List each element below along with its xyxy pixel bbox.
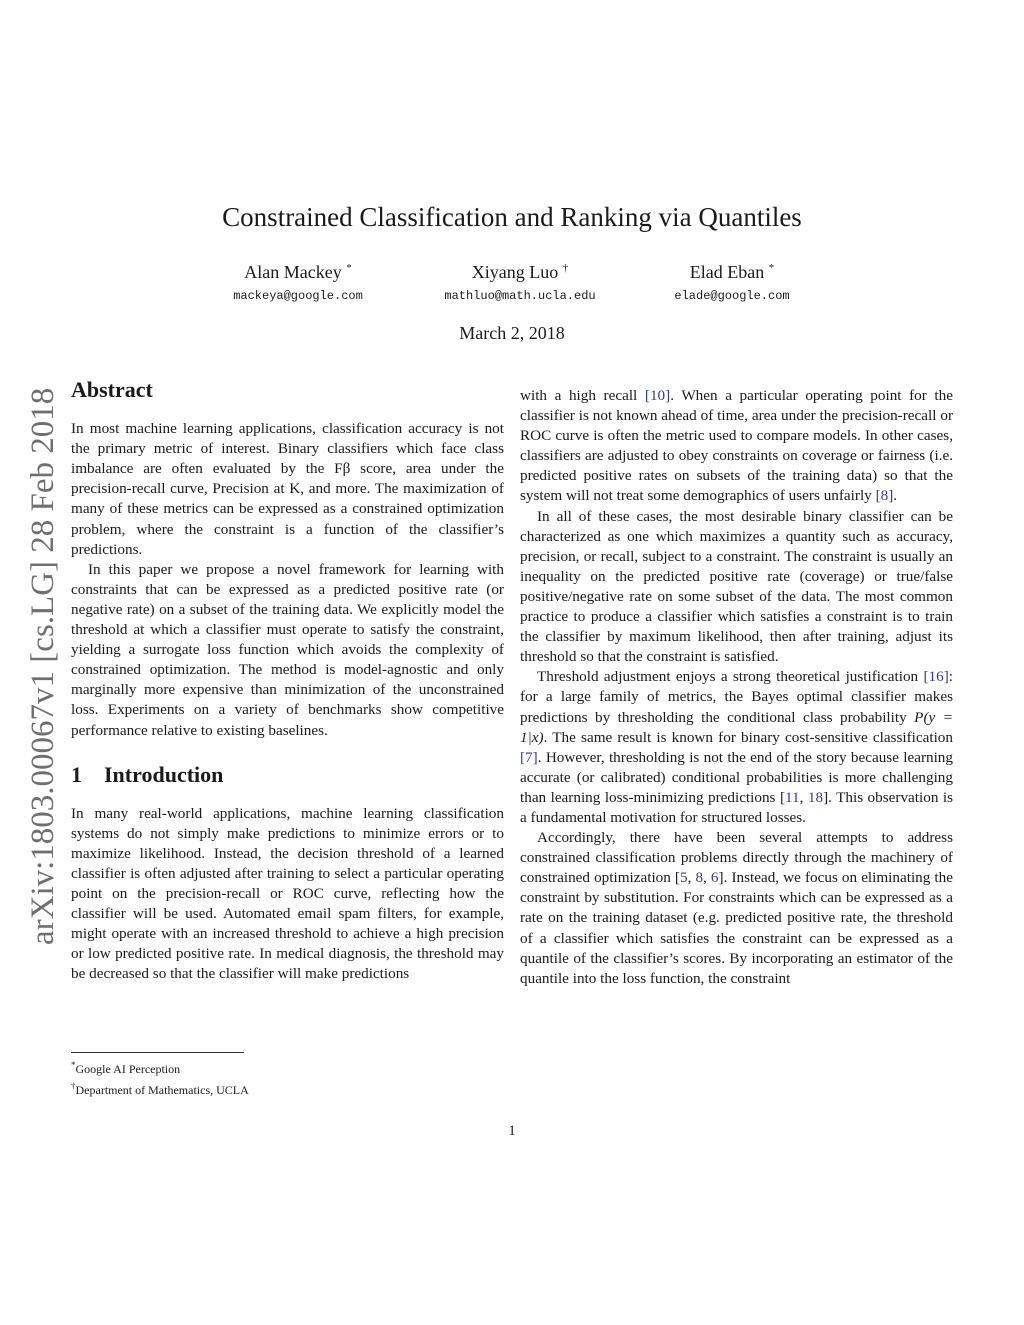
citation-link[interactable]: 5 [679, 869, 688, 887]
footnotes [71, 1052, 504, 1099]
author-affiliation-mark: * [346, 262, 352, 274]
citation-link[interactable]: [8] [875, 487, 894, 505]
citation-link[interactable]: [7] [520, 748, 538, 766]
author-email: mathluo@math.ucla.edu [444, 289, 596, 303]
page-number: 1 [508, 1123, 516, 1139]
paper-title: Constrained Classification and Ranking via Quantiles [222, 202, 802, 232]
citation-link[interactable]: [16] [923, 668, 949, 686]
intro-paragraph: In all of these cases, the most desirable binary classifier can be characterized as one which maximizes a quantity such as accuracy, precision, or recall, subject to a constraint. The constraint is usually an inequality on the predicted positive rate (coverage) or true/false positive/negative rate on some subset of the data. The most common practice to produce a classifier which satisfies a constraint is to train the classifier by maximum likelihood, then after training, adjust its threshold so that the constraint is satisfied. [520, 507, 953, 666]
author-affiliation-mark: * [768, 262, 775, 274]
footnote-rule [71, 1052, 244, 1053]
intro-paragraph: Threshold adjustment enjoys a strong theoretical justification [16]: for a large family of metrics, the Bayes optimal classifier makes predictions by thresholding the conditional class probability P(y = 1|x). The same result is known for binary cost-sensitive classification [7]. However, thresholding is not the end of the story because learning accurate (or calibrated) conditional probabilities is more challenging than learning loss-minimizing predictions [11, 18]. This observation is a fundamental motivation for structured losses. [520, 668, 953, 826]
section-number: 1 [71, 761, 82, 787]
intro-paragraph: In many real-world applications, machine learning classification systems do not simply make predictions to minimize errors or to maximize likelihood. Instead, the decision threshold of a learned classifier is often adjusted after training to select a particular operating point on the precision-recall or ROC curve, reflecting how the classifier will be used. Automated email spam filters, for example, might operate with an increased threshold to achieve a high precision or low predicted positive rate. In medical diagnosis, the threshold may be decreased so that the classifier will make predictions [71, 804, 504, 983]
author-name: Elad Eban [689, 262, 765, 282]
right-column [520, 386, 953, 989]
citation-link[interactable]: [10] [644, 387, 671, 404]
citation-link[interactable]: 18 [807, 788, 824, 806]
publication-date: March 2, 2018 [459, 323, 565, 343]
abstract-paragraph: In this paper we propose a novel framework for learning with constraints that can be expressed as a predicted positive rate (or negative rate) on a subset of the training data. We explicitly model the threshold at which a classifier must operate to satisfy the constraint, yielding a surrogate loss function which avoids the complexity of constrained optimization. The method is model-agnostic and only marginally more expensive than minimization of the unconstrained loss. Experiments on a variety of benchmarks show competitive performance relative to existing baselines. [71, 560, 504, 739]
introduction-heading [71, 761, 504, 787]
citation-link[interactable]: 11 [785, 788, 800, 806]
footnote: *Google AI Perception [71, 1060, 181, 1076]
arxiv-identifier-stamp: arXiv:1803.00067v1 [cs.LG] 28 Feb 2018 [25, 387, 61, 945]
intro-paragraph: with a high recall [10]. When a particular operating point for the classifier is not known ahead of time, area under the precision-recall or ROC curve is often the metric used to compare models. In other cases, classifiers are adjusted to obey constraints on coverage or fairness (i.e. predicted positive rates on subsets of the training data) so that the system will not treat some demographics of users unfairly [8]. [520, 387, 953, 505]
author-block [400, 262, 640, 303]
author-email: elade@google.com [674, 289, 790, 303]
intro-paragraph: Accordingly, there have been several attempts to address constrained classification problems directly through the machinery of constrained optimization [5, 8, 6]. Instead, we focus on eliminating the constraint by substitution. For constraints which can be expressed as a rate on the training dataset (e.g. predicted positive rate, the threshold of a classifier which satisfies the constraint can be expressed as a quantile of the classifier’s scores. By incorporating an estimator of the quantile into the loss function, the constraint [520, 829, 953, 987]
citation-link[interactable]: 8 [695, 869, 704, 887]
author-affiliation-mark: † [562, 262, 569, 274]
author-email: mackeya@google.com [233, 289, 363, 303]
author-name: Xiyang Luo [471, 262, 559, 282]
author-block [612, 262, 852, 303]
author-name: Alan Mackey [244, 262, 342, 282]
section-title: Introduction [104, 761, 224, 787]
author-block [178, 262, 418, 303]
left-column [71, 377, 504, 985]
citation-link[interactable]: 6 [710, 869, 719, 887]
abstract-paragraph: In most machine learning applications, classification accuracy is not the primary metric of interest. Binary classifiers which face class imbalance are often evaluated by the Fβ score, area under the precision-recall curve, Precision at K, and more. The maximization of many of these metrics can be expressed as a constrained optimization problem, where the constraint is a function of the classifier’s predictions. [71, 420, 504, 558]
math-expression: P(y = 1|x) [520, 708, 953, 746]
footnote: †Department of Mathematics, UCLA [71, 1081, 249, 1097]
abstract-heading: Abstract [71, 377, 153, 402]
